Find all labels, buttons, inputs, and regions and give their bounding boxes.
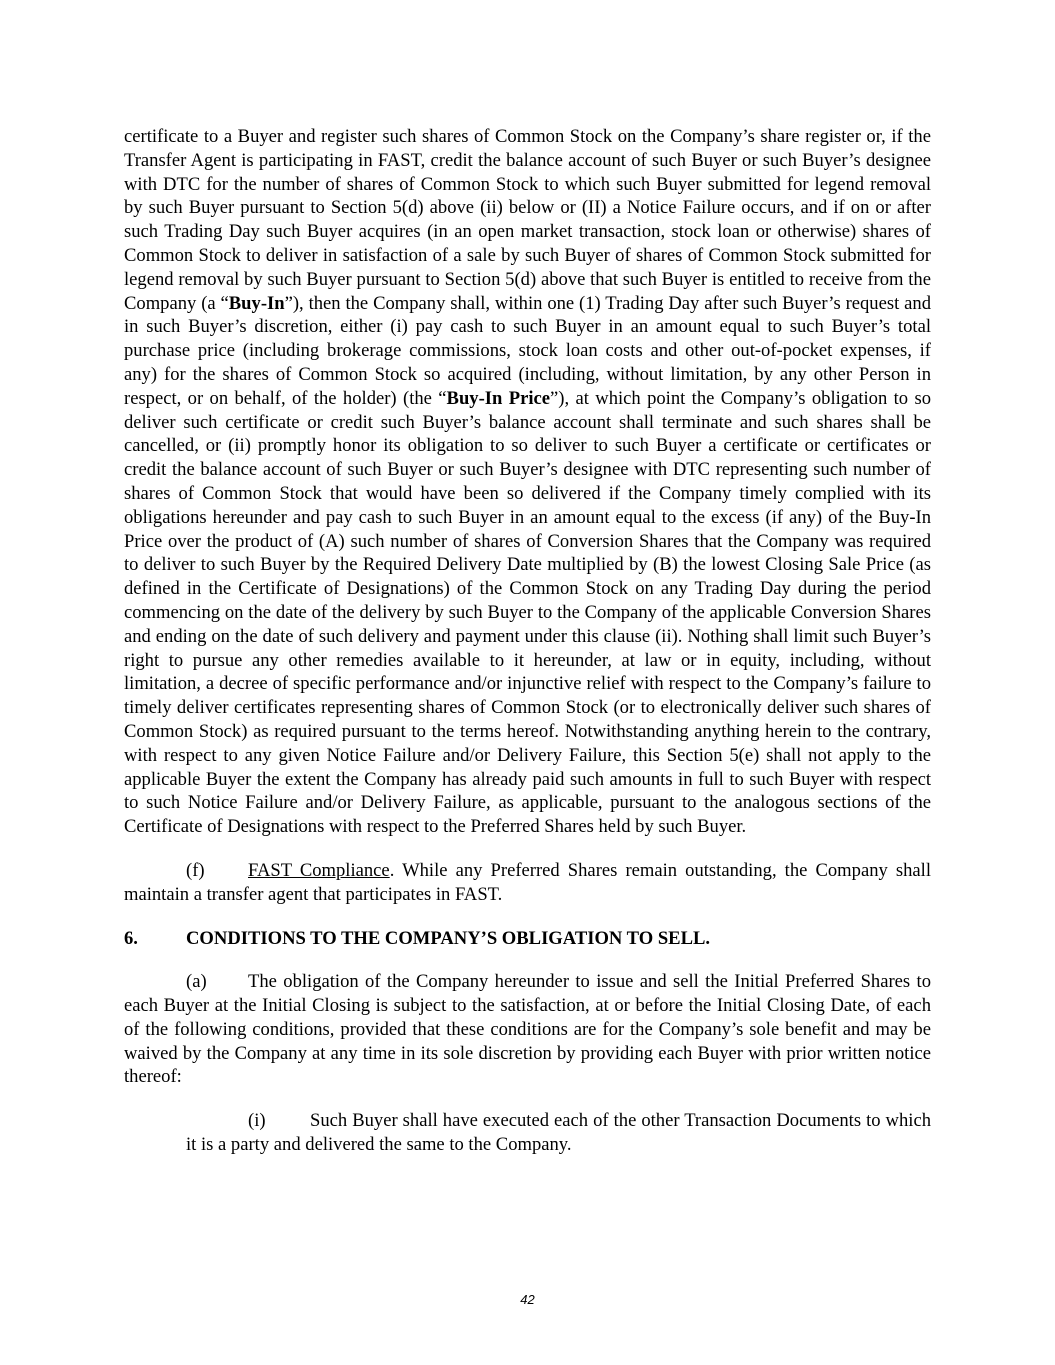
paragraph-i: [186, 1109, 931, 1157]
paragraph-label: (i): [248, 1110, 266, 1132]
paragraph-text: ”), at which point the Company’s obligation to so deliver such certificate or credit such Buyer’s balance account shall terminate and such shares shall be cancelled, or (ii) promptly honor its obligation to so deliver to such Buyer a certificate or certificates or credit the balance account of such Buyer or such Buyer’s designee with DTC representing such number of shares of Common Stock that would have been so delivered if the Company timely complied with its obligations hereunder and pay cash to such Buyer in an amount equal to the excess (if any) of the Buy-In Price over the product of (A) such number of shares of Conversion Shares that the Company was required to deliver to such Buyer by the Required Delivery Date multiplied by (B) the lowest Closing Sale Price (as defined in the Certificate of Designations) of the Common Stock on any Trading Day during the period commencing on the date of the delivery by such Buyer to the Company of the applicable Conversion Shares and ending on the date of such delivery and payment under this clause (ii). Nothing shall limit such Buyer’s right to pursue any other remedies available to it hereunder, at law or in equity, including, without limitation, a decree of specific performance and/or injunctive relief with respect to the Company’s failure to timely deliver certificates representing shares of Common Stock (or to electronically deliver such shares of Common Stock) as required pursuant to the terms hereof. Notwithstanding anything herein to the contrary, with respect to any given Notice Failure and/or Delivery Failure, this Section 5(e) shall not apply to the applicable Buyer the extent the Company has already paid such amounts in full to such Buyer with respect to such Notice Failure and/or Delivery Failure, as applicable, pursuant to the analogous sections of the Certificate of Designations with respect to the Preferred Shares held by such Buyer.: [124, 387, 931, 838]
document-page: [124, 125, 931, 1157]
paragraph-label: (a): [186, 971, 207, 993]
paragraph-text: The obligation of the Company hereunder to issue and sell the Initial Preferred Shares to each Buyer at the Initial Closing is subject to the satisfaction, at or before the Initial Closing Date, of each of the following conditions, provided that these conditions are for the Company’s sole benefit and may be waived by the Company at any time in its sole discretion by providing each Buyer with prior written notice thereof:: [124, 971, 931, 1088]
defined-term-buy-in: Buy-In: [228, 292, 285, 314]
section-number: 6.: [124, 927, 138, 949]
paragraph-label: (f): [186, 859, 205, 881]
paragraph-text: certificate to a Buyer and register such shares of Common Stock on the Company’s share register or, if the Transfer Agent is participating in FAST, credit the balance account of such Buyer or such Buyer’s designee with DTC for the number of shares of Common Stock to which such Buyer submitted for legend removal by such Buyer pursuant to Section 5(d) above (ii) below or (II) a Notice Failure occurs, and if on or after such Trading Day such Buyer acquires (in an open market transaction, stock loan or otherwise) shares of Common Stock to deliver in satisfaction of a sale by such Buyer of shares of Common Stock submitted for legend removal by such Buyer pursuant to Section 5(d) above that such Buyer is entitled to receive from the Company (a “: [124, 126, 931, 314]
section-heading: [124, 927, 931, 951]
section-title-fast-compliance: FAST Compliance: [248, 859, 390, 881]
page-number: 42: [520, 1292, 535, 1307]
section-title: CONDITIONS TO THE COMPANY’S OBLIGATION TO SELL.: [186, 927, 711, 949]
paragraph-continuation: [124, 125, 931, 839]
paragraph-text: . While any Preferred Shares remain outstanding, the Company shall maintain a transfer agent that participates in FAST.: [124, 859, 931, 905]
defined-term-buy-in-price: Buy-In Price: [446, 387, 551, 409]
paragraph-f: [124, 859, 931, 907]
paragraph-text: Such Buyer shall have executed each of the other Transaction Documents to which it is a party and delivered the same to the Company.: [186, 1110, 931, 1156]
paragraph-text: ”), then the Company shall, within one (1) Trading Day after such Buyer’s request and in such Buyer’s discretion, either (i) pay cash to such Buyer in an amount equal to such Buyer’s total purchase price (including brokerage commissions, stock loan costs and other out-of-pocket expenses, if any) for the shares of Common Stock so acquired (including, without limitation, by any other Person in respect, or on behalf, of the holder) (the “: [124, 292, 931, 409]
paragraph-a: [124, 970, 931, 1089]
